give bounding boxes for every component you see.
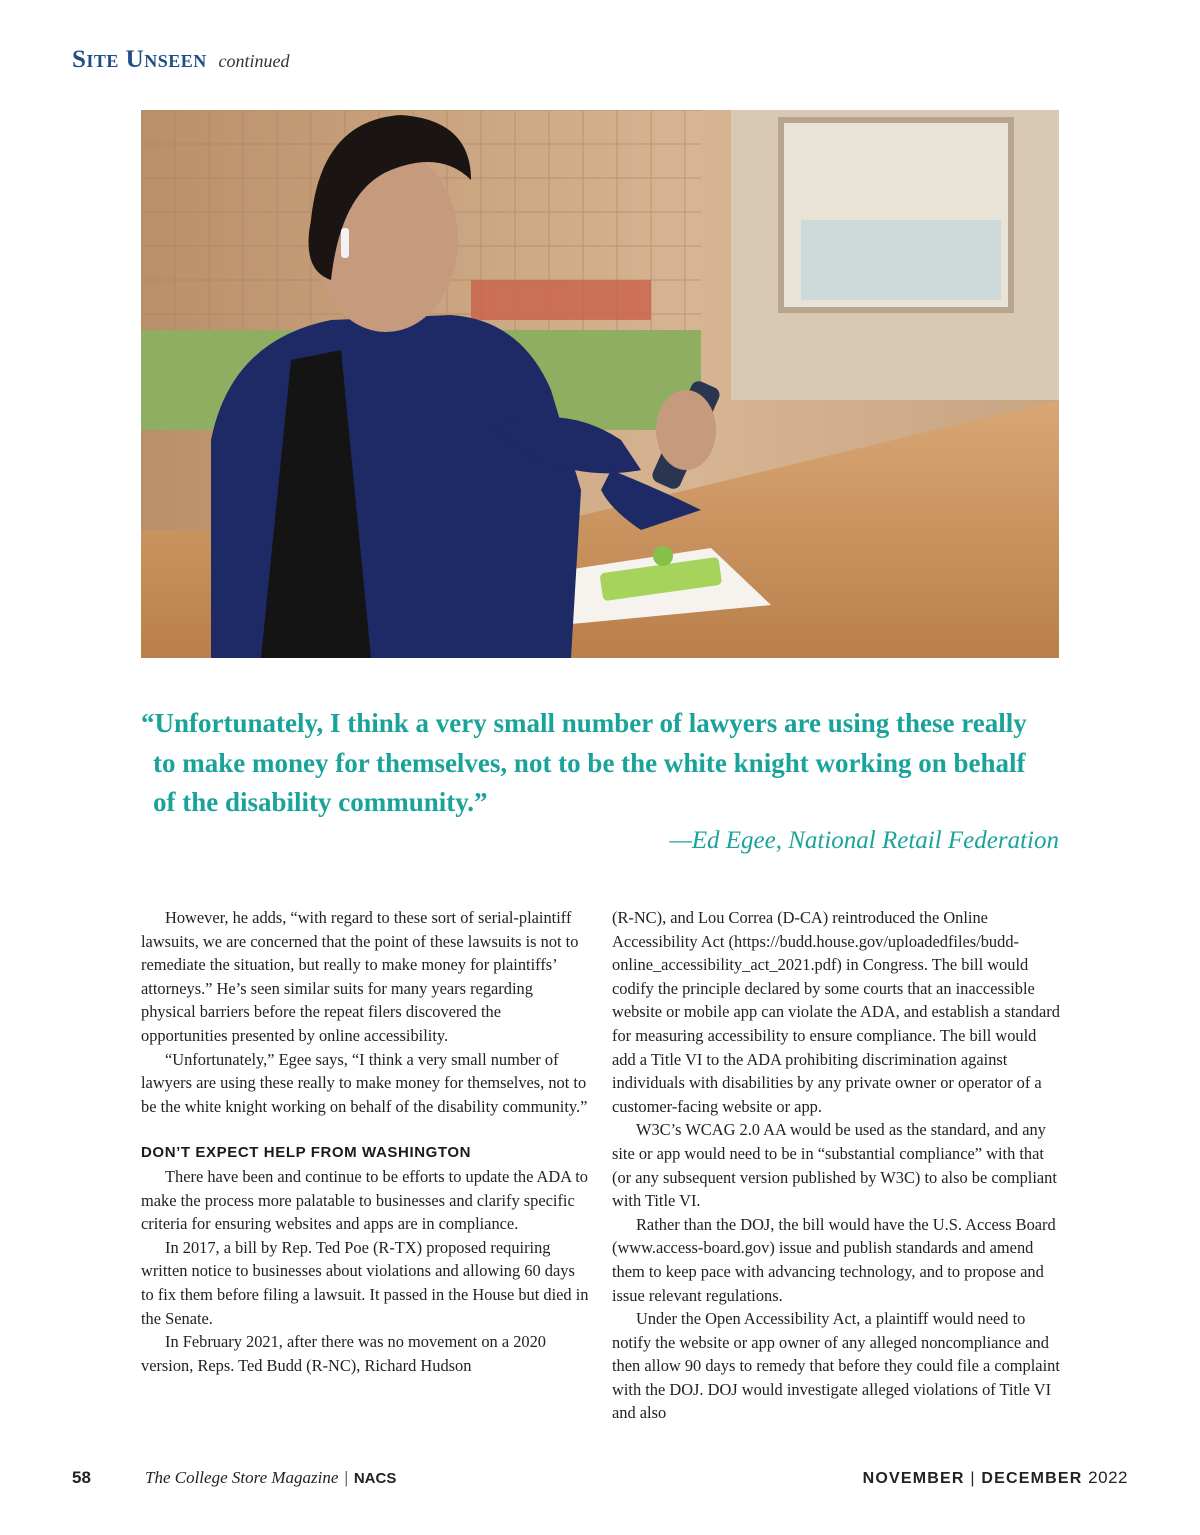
issue-date-separator: |	[970, 1470, 976, 1487]
section-continued-label: continued	[218, 51, 290, 71]
pull-quote-text: “Unfortunately, I think a very small number of lawyers are using these really to make money for themselves, not to be the white knight working on behalf of the disability community.”	[141, 708, 1027, 817]
paragraph: In February 2021, after there was no movement on a 2020 version, Reps. Ted Budd (R-NC), Richard Hudson	[141, 1332, 546, 1375]
page-footer	[0, 1468, 1200, 1492]
paragraph: (R-NC), and Lou Correa (D-CA) reintroduced the Online Accessibility Act (https://budd.house.gov/uploadedfiles/budd-online_accessibility_act_2021.pdf) in Congress. The bill would codify the principle declared by some courts that an inaccessible website or mobile app can violate the ADA, and establish a standard for measuring accessibility to ensure compliance. The bill would add a Title VI to the ADA prohibiting discrimination against individuals with disabilities by any private owner or operator of a customer-facing website or app.	[612, 908, 1060, 1116]
footer-separator: |	[344, 1468, 348, 1487]
section-header	[72, 46, 289, 74]
subheading: DON’T EXPECT HELP FROM WASHINGTON	[141, 1144, 472, 1162]
section-title: Site Unseen	[72, 46, 207, 73]
pull-quote	[141, 704, 1059, 855]
paragraph: Under the Open Accessibility Act, a plaintiff would need to notify the website or app owner of any alleged noncompliance and then allow 90 days to remedy that before they could file a complaint with the DOJ. DOJ would investigate alleged violations of Title VI and also	[612, 1309, 1060, 1423]
magazine-title	[145, 1468, 396, 1488]
paragraph: There have been and continue to be efforts to update the ADA to make the process more palatable to businesses and clarify specific criteria for ensuring websites and apps are in compliance.	[141, 1166, 588, 1234]
organization-name: NACS	[353, 1470, 397, 1487]
paragraph: W3C’s WCAG 2.0 AA would be used as the standard, and any site or app would need to be in “substantial compliance” with that (or any subsequent version published by W3C) to also be compliant with Title VI.	[612, 1120, 1057, 1211]
paragraph: In 2017, a bill by Rep. Ted Poe (R-TX) proposed requiring written notice to businesses about violations and allowing 60 days to fix them before filing a lawsuit. It passed in the House but died in the Senate.	[141, 1237, 589, 1328]
pull-quote-attribution: —Ed Egee, National Retail Federation	[669, 826, 1059, 854]
paragraph: “Unfortunately,” Egee says, “I think a very small number of lawyers are using these really to make money for themselves, not to be the white knight working on behalf of the disability community.”	[141, 1049, 588, 1116]
issue-month: NOVEMBER	[862, 1470, 965, 1487]
paragraph: However, he adds, “with regard to these sort of serial-plaintiff lawsuits, we are concerned that the point of these lawsuits is not to remediate the situation, but really to make money for plaintiffs’ attorneys.” He’s seen similar suits for many years regarding physical barriers before the repeat filers discovered the opportunities presented by online accessibility.	[141, 908, 579, 1045]
issue-month-2: DECEMBER	[981, 1470, 1083, 1487]
article-column-left	[141, 906, 589, 1377]
magazine-name: The College Store Magazine	[145, 1468, 339, 1487]
article-column-right	[612, 906, 1060, 1425]
page-number: 58	[72, 1468, 91, 1487]
issue-date	[863, 1468, 1128, 1488]
paragraph: Rather than the DOJ, the bill would have the U.S. Access Board (www.access-board.gov) issue and publish standards and amend them to keep pace with advancing technology, and to propose and issue relevant regulations.	[612, 1214, 1056, 1305]
article-photo	[141, 110, 1059, 658]
issue-year: 2022	[1088, 1468, 1128, 1487]
